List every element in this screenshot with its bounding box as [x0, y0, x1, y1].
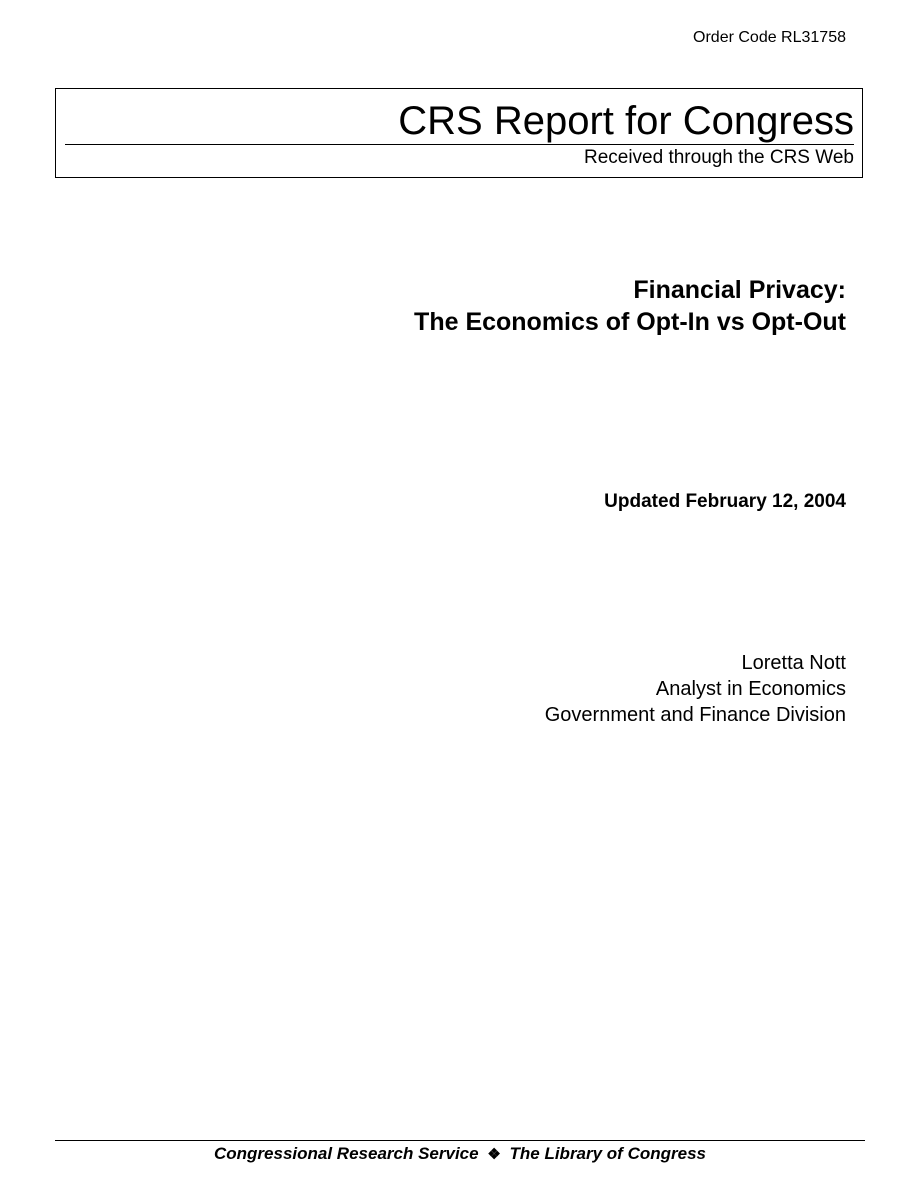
report-title-line-1: Financial Privacy: [633, 276, 846, 304]
report-header-box [55, 88, 863, 178]
author-division: Government and Finance Division [544, 704, 846, 726]
updated-date: Updated February 12, 2004 [604, 491, 846, 512]
footer [0, 1143, 920, 1166]
footer-divider [55, 1140, 865, 1141]
header-subtitle: Received through the CRS Web [583, 147, 854, 168]
report-title-line-2: The Economics of Opt-In vs Opt-Out [414, 308, 846, 336]
footer-right-text: The Library of Congress [509, 1144, 706, 1163]
header-divider [65, 144, 854, 145]
author-name: Loretta Nott [741, 652, 846, 674]
order-code: Order Code RL31758 [693, 29, 846, 46]
diamond-ornament-icon: ❖ [487, 1146, 501, 1163]
header-title: CRS Report for Congress [398, 99, 854, 143]
footer-left-text: Congressional Research Service [214, 1144, 479, 1163]
report-title [414, 274, 846, 338]
author-block [545, 650, 846, 728]
author-position: Analyst in Economics [655, 678, 846, 700]
